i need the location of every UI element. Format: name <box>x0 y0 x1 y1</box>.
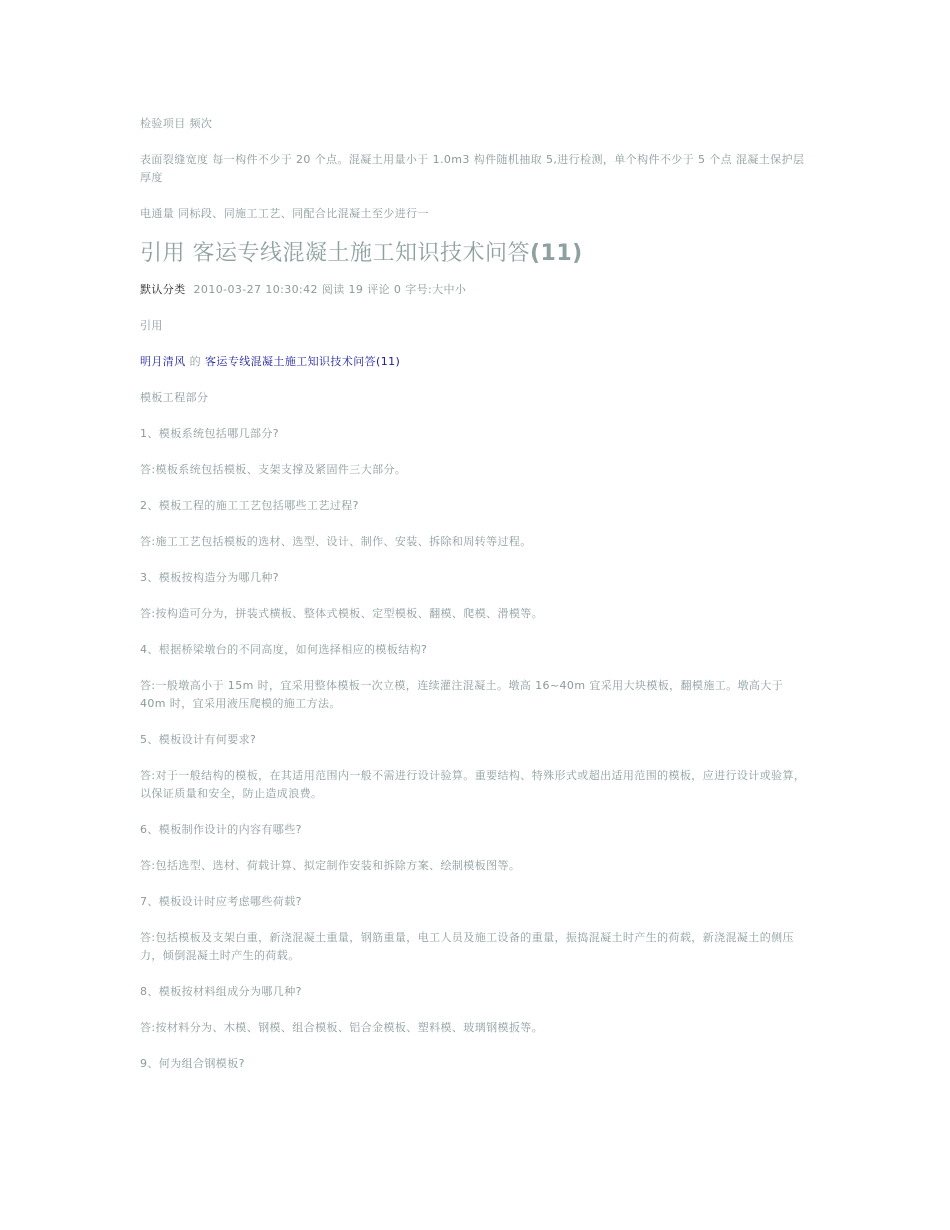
post-meta <box>140 281 812 299</box>
answer: 答:一般墩高小于 15m 时，宜采用整体模板一次立模，连续灌注混凝土。墩高 16~40m 宜采用大块模板，翻模施工。墩高大于 40m 时，宜采用液压爬模的施工方法。 <box>140 679 784 710</box>
intro-line-2: 表面裂缝宽度 每一构件不少于 20 个点。混凝土用量小于 1.0m3 构件随机抽取 5,进行检测，单个构件不少于 5 个点 混凝土保护层厚度 <box>140 153 805 184</box>
post-title <box>140 239 812 269</box>
post-meta-info: 2010-03-27 10:30:42 阅读 19 评论 0 字号:大中小 <box>193 283 467 296</box>
of-word: 的 <box>189 355 202 368</box>
question: 3、模板按构造分为哪几种? <box>140 571 280 584</box>
answer: 答:对于一般结构的模板，在其适用范围内一般不需进行设计验算。重要结构、特殊形式或超出适用范围的模板，应进行设计或验算，以保证质量和安全，防止造成浪费。 <box>140 769 806 800</box>
post-category[interactable]: 默认分类 <box>140 283 186 296</box>
post-title-number: (11) <box>530 241 583 266</box>
article-body <box>140 115 812 1073</box>
quote-label: 引用 <box>140 319 163 332</box>
intro-line-1: 检验项目 频次 <box>140 117 213 130</box>
post-title-text: 引用 客运专线混凝土施工知识技术问答 <box>140 241 530 266</box>
answer: 答:包括选型、选材、荷载计算、拟定制作安装和拆除方案、绘制模板图等。 <box>140 859 521 872</box>
question: 1、模板系统包括哪几部分? <box>140 427 280 440</box>
question: 7、模板设计时应考虑哪些荷载? <box>140 895 302 908</box>
question: 2、模板工程的施工工艺包括哪些工艺过程? <box>140 499 359 512</box>
question: 8、模板按材料组成分为哪几种? <box>140 985 302 998</box>
source-article-link[interactable]: 客运专线混凝土施工知识技术问答(11) <box>205 355 401 368</box>
answer: 答:包括模板及支架白重，新浇混凝土重量，钢筋重量，电工人员及施工设备的重量，振捣混凝土时产生的荷载，新浇混凝土的侧压力，倾倒混凝土时产生的荷载。 <box>140 931 794 962</box>
answer: 答:施工工艺包括模板的选材、选型、设计、制作、安装、拆除和周转等过程。 <box>140 535 532 548</box>
answer: 答:模板系统包括模板、支架支撑及紧固件三大部分。 <box>140 463 407 476</box>
question: 5、模板设计有何要求? <box>140 733 257 746</box>
quote-source <box>140 353 812 371</box>
question: 6、模板制作设计的内容有哪些? <box>140 823 302 836</box>
section-heading: 模板工程部分 <box>140 391 209 404</box>
author-link[interactable]: 明月清风 <box>140 355 186 368</box>
intro-line-3: 电通量 同标段、同施工工艺、同配合比混凝土至少进行一 <box>140 207 429 220</box>
question: 9、何为组合钢模板? <box>140 1057 245 1070</box>
answer: 答:按构造可分为，拼装式横板、整体式模板、定型模板、翻模、爬模、滑模等。 <box>140 607 544 620</box>
answer: 答:按材料分为、木模、钢模、组合模板、铝合金模板、塑料模、玻璃钢模扳等。 <box>140 1021 544 1034</box>
question: 4、根据桥梁墩台的不同高度，如何选择相应的模板结构? <box>140 643 428 656</box>
